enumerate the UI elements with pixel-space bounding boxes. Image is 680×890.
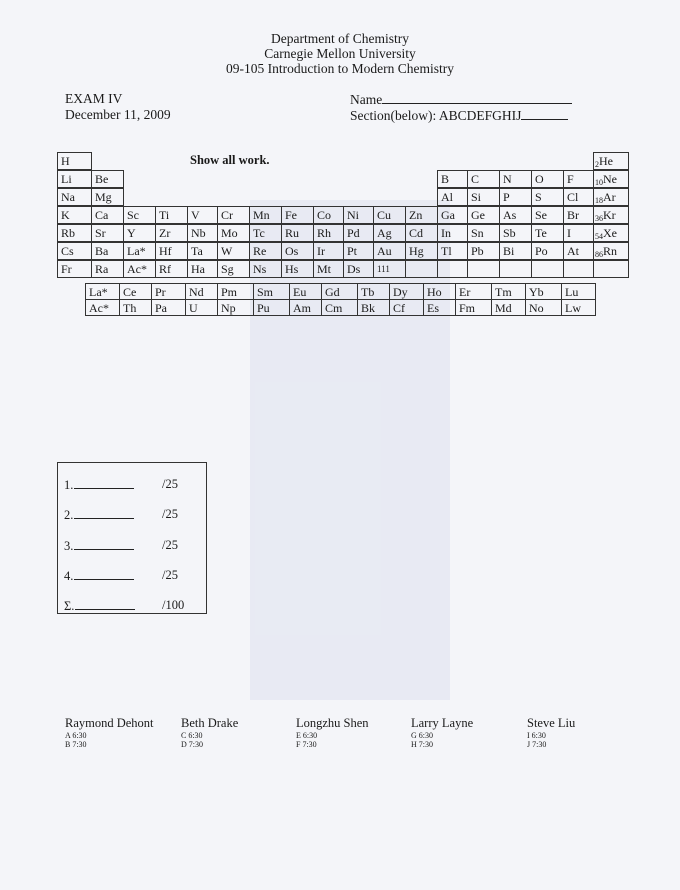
- element-cell: Tl: [437, 242, 468, 260]
- f-block-cell: Ho: [423, 283, 456, 300]
- element-cell: Re: [249, 242, 282, 260]
- element-cell: Se: [531, 206, 564, 224]
- name-field[interactable]: [350, 91, 572, 108]
- score-row: [64, 507, 134, 523]
- score-row: [64, 598, 135, 614]
- element-cell: V: [187, 206, 218, 224]
- empty-cell: [563, 260, 594, 278]
- section-field[interactable]: [350, 107, 568, 124]
- element-cell: 111: [373, 260, 406, 278]
- element-cell: Fe: [281, 206, 314, 224]
- element-cell: Sc: [123, 206, 156, 224]
- element-cell: B: [437, 170, 468, 188]
- element-cell: Hs: [281, 260, 314, 278]
- element-cell: Ir: [313, 242, 344, 260]
- f-block-cell: U: [185, 299, 218, 316]
- element-cell: Sn: [467, 224, 500, 242]
- f-block-cell: Gd: [321, 283, 358, 300]
- ta-section: B 7:30: [65, 740, 87, 749]
- element-cell: Li: [57, 170, 92, 188]
- element-cell: [593, 224, 629, 242]
- element-cell: Cl: [563, 188, 594, 206]
- element-cell: Ag: [373, 224, 406, 242]
- element-cell: Ga: [437, 206, 468, 224]
- ta-section: E 6:30: [296, 731, 318, 740]
- element-cell: W: [217, 242, 250, 260]
- exam-date: December 11, 2009: [65, 107, 171, 122]
- element-cell: Ni: [343, 206, 374, 224]
- element-cell: N: [499, 170, 532, 188]
- f-block-cell: Md: [491, 299, 526, 316]
- score-max: /100: [162, 598, 185, 612]
- question-label: 2.: [64, 508, 74, 522]
- element-cell: Ra: [91, 260, 124, 278]
- element-cell: Po: [531, 242, 564, 260]
- f-block-cell: Yb: [525, 283, 562, 300]
- question-label: 1.: [64, 478, 74, 492]
- element-cell: Zr: [155, 224, 188, 242]
- element-cell: Au: [373, 242, 406, 260]
- element-cell: Ta: [187, 242, 218, 260]
- element-cell: O: [531, 170, 564, 188]
- score-blank[interactable]: [74, 507, 134, 519]
- score-row: [64, 477, 134, 493]
- element-cell: In: [437, 224, 468, 242]
- f-block-cell: Eu: [289, 283, 322, 300]
- empty-cell: [467, 260, 500, 278]
- question-label: Σ.: [64, 599, 75, 613]
- element-cell: [593, 206, 629, 224]
- element-symbol: Ar: [603, 190, 616, 204]
- f-block-cell: Ce: [119, 283, 152, 300]
- empty-cell: [499, 260, 532, 278]
- element-cell: Zn: [405, 206, 438, 224]
- ta-name: Larry Layne: [411, 716, 474, 730]
- exam-title: EXAM IV: [65, 91, 123, 106]
- element-cell: F: [563, 170, 594, 188]
- element-cell: Mo: [217, 224, 250, 242]
- element-cell: Cd: [405, 224, 438, 242]
- element-cell: Bi: [499, 242, 532, 260]
- f-block-cell: Tm: [491, 283, 526, 300]
- element-cell: Rf: [155, 260, 188, 278]
- element-cell: C: [467, 170, 500, 188]
- question-label: 3.: [64, 539, 74, 553]
- empty-cell: [593, 260, 629, 278]
- element-cell: Br: [563, 206, 594, 224]
- atomic-number: 2: [595, 160, 599, 169]
- ta-section: G 6:30: [411, 731, 433, 740]
- f-block-cell: Pm: [217, 283, 254, 300]
- document-header: [0, 31, 680, 76]
- f-block-cell: Nd: [185, 283, 218, 300]
- f-block-cell: Cf: [389, 299, 424, 316]
- score-blank[interactable]: [74, 538, 134, 550]
- ta-name: Raymond Dehont: [65, 716, 154, 730]
- element-cell: S: [531, 188, 564, 206]
- score-blank[interactable]: [74, 477, 134, 489]
- element-cell: Mn: [249, 206, 282, 224]
- ta-entry: [296, 716, 369, 749]
- element-cell: Os: [281, 242, 314, 260]
- empty-cell: [531, 260, 564, 278]
- empty-cell: [437, 260, 468, 278]
- element-cell: Ns: [249, 260, 282, 278]
- element-symbol: Ne: [603, 172, 617, 186]
- element-cell: Nb: [187, 224, 218, 242]
- element-cell: Ac*: [123, 260, 156, 278]
- element-cell: Tc: [249, 224, 282, 242]
- element-cell: Ha: [187, 260, 218, 278]
- element-cell: Al: [437, 188, 468, 206]
- element-cell: [593, 170, 629, 188]
- element-cell: Mt: [313, 260, 344, 278]
- name-blank[interactable]: [382, 91, 572, 104]
- element-cell: Pd: [343, 224, 374, 242]
- ta-section: J 7:30: [527, 740, 547, 749]
- element-cell: Sb: [499, 224, 532, 242]
- element-cell: Hg: [405, 242, 438, 260]
- score-max: /25: [162, 538, 178, 552]
- course-line: 09-105 Introduction to Modern Chemistry: [226, 61, 454, 76]
- university-line: Carnegie Mellon University: [264, 46, 416, 61]
- element-cell: Ds: [343, 260, 374, 278]
- f-block-cell: Np: [217, 299, 254, 316]
- f-block-cell: Lu: [561, 283, 596, 300]
- f-block-cell: Th: [119, 299, 152, 316]
- f-block-cell: Er: [455, 283, 492, 300]
- element-cell: Hf: [155, 242, 188, 260]
- atomic-number: 86: [595, 250, 603, 259]
- element-cell: Rb: [57, 224, 92, 242]
- element-cell: Cu: [373, 206, 406, 224]
- ta-section: D 7:30: [181, 740, 203, 749]
- f-block-cell: Cm: [321, 299, 358, 316]
- element-cell: Ti: [155, 206, 188, 224]
- ta-name: Longzhu Shen: [296, 716, 369, 730]
- score-row: [64, 538, 134, 554]
- f-block-cell: Pa: [151, 299, 186, 316]
- ta-entry: [527, 716, 575, 749]
- f-block-cell: Pu: [253, 299, 290, 316]
- atomic-number: 36: [595, 214, 603, 223]
- element-cell: [593, 188, 629, 206]
- element-cell: Sr: [91, 224, 124, 242]
- ta-name: Beth Drake: [181, 716, 239, 730]
- element-cell: La*: [123, 242, 156, 260]
- element-cell: Ge: [467, 206, 500, 224]
- f-block-cell: Ac*: [85, 299, 120, 316]
- element-cell: Ca: [91, 206, 124, 224]
- f-block-cell: Pr: [151, 283, 186, 300]
- element-cell: Ba: [91, 242, 124, 260]
- element-cell: At: [563, 242, 594, 260]
- section-blank[interactable]: [521, 107, 568, 120]
- score-row: [64, 568, 134, 584]
- element-cell: Rh: [313, 224, 344, 242]
- element-symbol: He: [599, 154, 613, 168]
- atomic-number: 10: [595, 178, 603, 187]
- element-cell: Be: [91, 170, 124, 188]
- f-block-cell: Tb: [357, 283, 390, 300]
- department-line: Department of Chemistry: [271, 31, 409, 46]
- element-cell: Mg: [91, 188, 124, 206]
- ta-section: F 7:30: [296, 740, 317, 749]
- ta-section: C 6:30: [181, 731, 203, 740]
- element-cell: Sg: [217, 260, 250, 278]
- empty-cell: [405, 260, 438, 278]
- f-block-cell: Fm: [455, 299, 492, 316]
- element-cell: Pb: [467, 242, 500, 260]
- element-cell: [593, 152, 629, 170]
- score-blank[interactable]: [75, 598, 135, 610]
- f-block-cell: Lw: [561, 299, 596, 316]
- ta-section: H 7:30: [411, 740, 433, 749]
- score-blank[interactable]: [74, 568, 134, 580]
- f-block-cell: Es: [423, 299, 456, 316]
- ta-section: A 6:30: [65, 731, 87, 740]
- section-label: Section(below): ABCDEFGHIJ: [350, 108, 522, 123]
- f-block-cell: No: [525, 299, 562, 316]
- ta-entry: [65, 716, 154, 749]
- element-cell: H: [57, 152, 92, 170]
- element-cell: As: [499, 206, 532, 224]
- element-cell: Ru: [281, 224, 314, 242]
- element-cell: Si: [467, 188, 500, 206]
- question-label: 4.: [64, 569, 74, 583]
- ta-entry: [411, 716, 473, 749]
- name-label: Name: [350, 92, 383, 107]
- instructions: Show all work.: [190, 153, 270, 167]
- f-block-cell: Sm: [253, 283, 290, 300]
- f-block-cell: Am: [289, 299, 322, 316]
- element-cell: Co: [313, 206, 344, 224]
- atomic-number: 54: [595, 232, 603, 241]
- element-cell: [593, 242, 629, 260]
- ta-entry: [181, 716, 238, 749]
- element-cell: I: [563, 224, 594, 242]
- element-cell: Na: [57, 188, 92, 206]
- element-cell: Pt: [343, 242, 374, 260]
- element-cell: Fr: [57, 260, 92, 278]
- f-block-cell: Dy: [389, 283, 424, 300]
- element-cell: K: [57, 206, 92, 224]
- score-max: /25: [162, 568, 178, 582]
- element-cell: P: [499, 188, 532, 206]
- ta-name: Steve Liu: [527, 716, 576, 730]
- score-max: /25: [162, 507, 178, 521]
- element-cell: Te: [531, 224, 564, 242]
- element-cell: Cs: [57, 242, 92, 260]
- f-block-cell: Bk: [357, 299, 390, 316]
- f-block-cell: La*: [85, 283, 120, 300]
- ta-section: I 6:30: [527, 731, 546, 740]
- atomic-number: 18: [595, 196, 603, 205]
- element-symbol: Rn: [603, 244, 618, 258]
- element-cell: Y: [123, 224, 156, 242]
- element-symbol: Xe: [603, 226, 617, 240]
- score-max: /25: [162, 477, 178, 491]
- element-symbol: Kr: [603, 208, 616, 222]
- element-cell: Cr: [217, 206, 250, 224]
